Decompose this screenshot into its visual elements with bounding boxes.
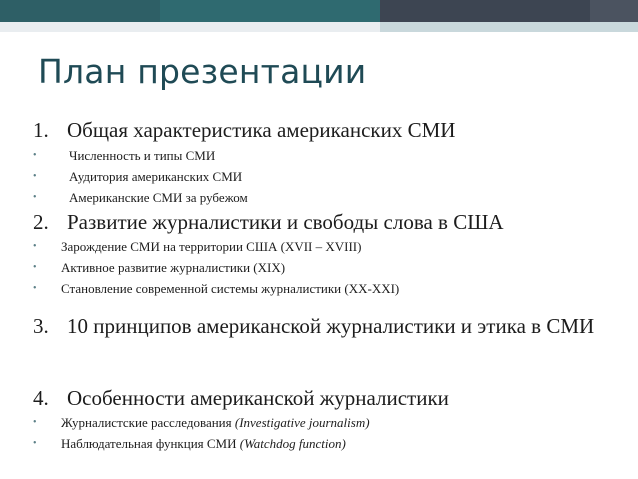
section-title: Общая характеристика американских СМИ: [67, 118, 456, 142]
section-title: Развитие журналистики и свободы слова в США: [67, 210, 504, 234]
section-title: Особенности американской журналистики: [67, 386, 449, 410]
section-heading: [33, 210, 623, 234]
list-item: • Активное развитие журналистики (XIX): [33, 257, 623, 278]
bullet-icon: •: [33, 417, 37, 428]
section-number: 2.: [33, 210, 49, 234]
header-accent: [380, 22, 638, 32]
section-3: [33, 314, 623, 338]
section-2: [33, 210, 623, 299]
list-item: • Наблюдательная функция СМИ (Watchdog function): [33, 433, 623, 454]
list-item: • Журналистские расследования (Investigative journalism): [33, 412, 623, 433]
header-bar-segment: [380, 0, 590, 22]
section-heading: [33, 314, 623, 338]
section-1: [33, 118, 623, 208]
section-heading: [33, 118, 623, 142]
bullet-icon: •: [33, 262, 37, 273]
header-bar-segment: [160, 0, 380, 22]
section-4: [33, 386, 623, 454]
section-title: 10 принципов американской журналистики и этика в СМИ: [67, 314, 595, 338]
bullet-icon: •: [33, 150, 37, 161]
slide-header-bar: [0, 0, 638, 32]
list-item: • Становление современной системы журналистики (XX-XXI): [33, 278, 623, 299]
bullet-icon: •: [33, 171, 37, 182]
bullet-icon: •: [33, 241, 37, 252]
header-bar-segment: [0, 0, 160, 22]
section-heading: [33, 386, 623, 410]
bullet-icon: •: [33, 192, 37, 203]
bullet-icon: •: [33, 283, 37, 294]
slide-title: План презентации: [38, 52, 367, 91]
section-number: 3.: [33, 314, 49, 338]
section-number: 4.: [33, 386, 49, 410]
header-bar-segment: [590, 0, 638, 22]
list-item: • Аудитория американских СМИ: [33, 166, 623, 187]
list-item: • Американские СМИ за рубежом: [33, 187, 623, 208]
bullet-icon: •: [33, 438, 37, 449]
list-item: • Численность и типы СМИ: [33, 145, 623, 166]
list-item: • Зарождение СМИ на территории США (XVII – XVIII): [33, 236, 623, 257]
section-number: 1.: [33, 118, 49, 142]
